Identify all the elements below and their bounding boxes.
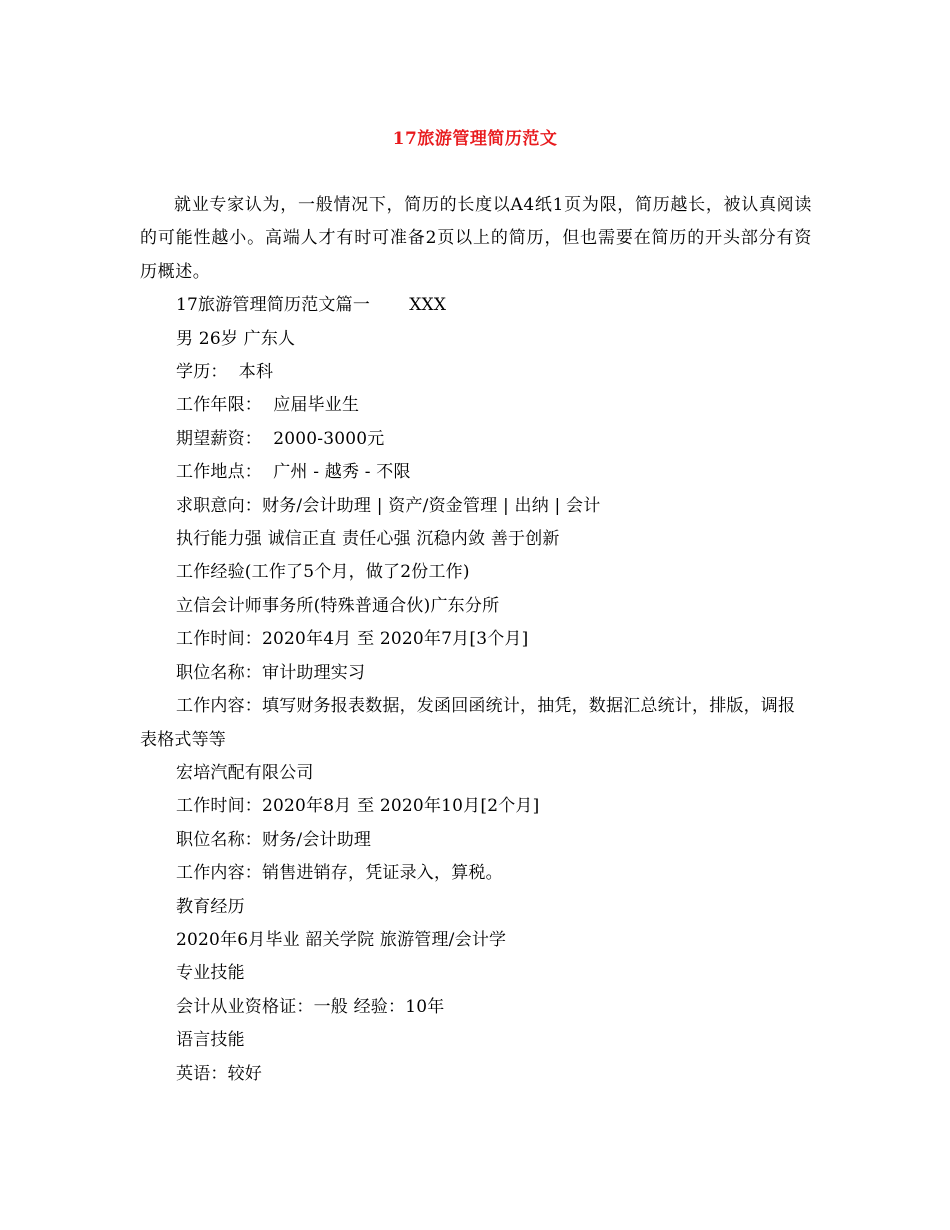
expected-salary: 期望薪资： 2000-3000元 — [176, 428, 385, 449]
skills-heading: 专业技能 — [176, 963, 245, 984]
education-detail: 2020年6月毕业 韶关学院 旅游管理/会计学 — [176, 929, 507, 950]
job-intention: 求职意向：财务/会计助理 | 资产/资金管理 | 出纳 | 会计 — [176, 495, 601, 516]
skill-detail: 会计从业资格证：一般 经验：10年 — [176, 996, 445, 1017]
company-name-2: 宏培汽配有限公司 — [176, 762, 314, 783]
work-period-2: 工作时间：2020年8月 至 2020年10月[2个月] — [176, 796, 540, 817]
company-name-1: 立信会计师事务所(特殊普通合伙)广东分所 — [176, 595, 500, 616]
work-years: 工作年限： 应届毕业生 — [176, 395, 360, 416]
job-title-1: 职位名称：审计助理实习 — [176, 662, 366, 683]
job-content-2: 工作内容：销售进销存，凭证录入，算税。 — [176, 863, 503, 884]
personal-info: 男 26岁 广东人 — [176, 328, 296, 349]
language-heading: 语言技能 — [176, 1030, 245, 1051]
work-experience-heading: 工作经验(工作了5个月，做了2份工作) — [176, 562, 470, 583]
education-level: 学历： 本科 — [176, 362, 274, 383]
resume-heading: 17旅游管理简历范文篇一 XXX — [176, 295, 447, 316]
language-detail: 英语：较好 — [176, 1063, 262, 1084]
work-period-1: 工作时间：2020年4月 至 2020年7月[3个月] — [176, 629, 529, 650]
job-title-2: 职位名称：财务/会计助理 — [176, 829, 372, 850]
intro-paragraph: 就业专家认为，一般情况下，简历的长度以A4纸1页为限，简历越长，被认真阅读的可能性越小。高端人才有时可准备2页以上的简历，但也需要在简历的开头部分有资历概述。 — [140, 195, 812, 282]
work-location: 工作地点： 广州 - 越秀 - 不限 — [176, 462, 411, 483]
document-body — [140, 189, 812, 1091]
document-title: 17旅游管理简历范文 — [392, 129, 558, 149]
personal-traits: 执行能力强 诚信正直 责任心强 沉稳内敛 善于创新 — [176, 529, 560, 550]
education-heading: 教育经历 — [176, 896, 245, 917]
job-content-1: 工作内容：填写财务报表数据，发函回函统计，抽凭，数据汇总统计，排版，调报表格式等等 — [140, 696, 796, 750]
